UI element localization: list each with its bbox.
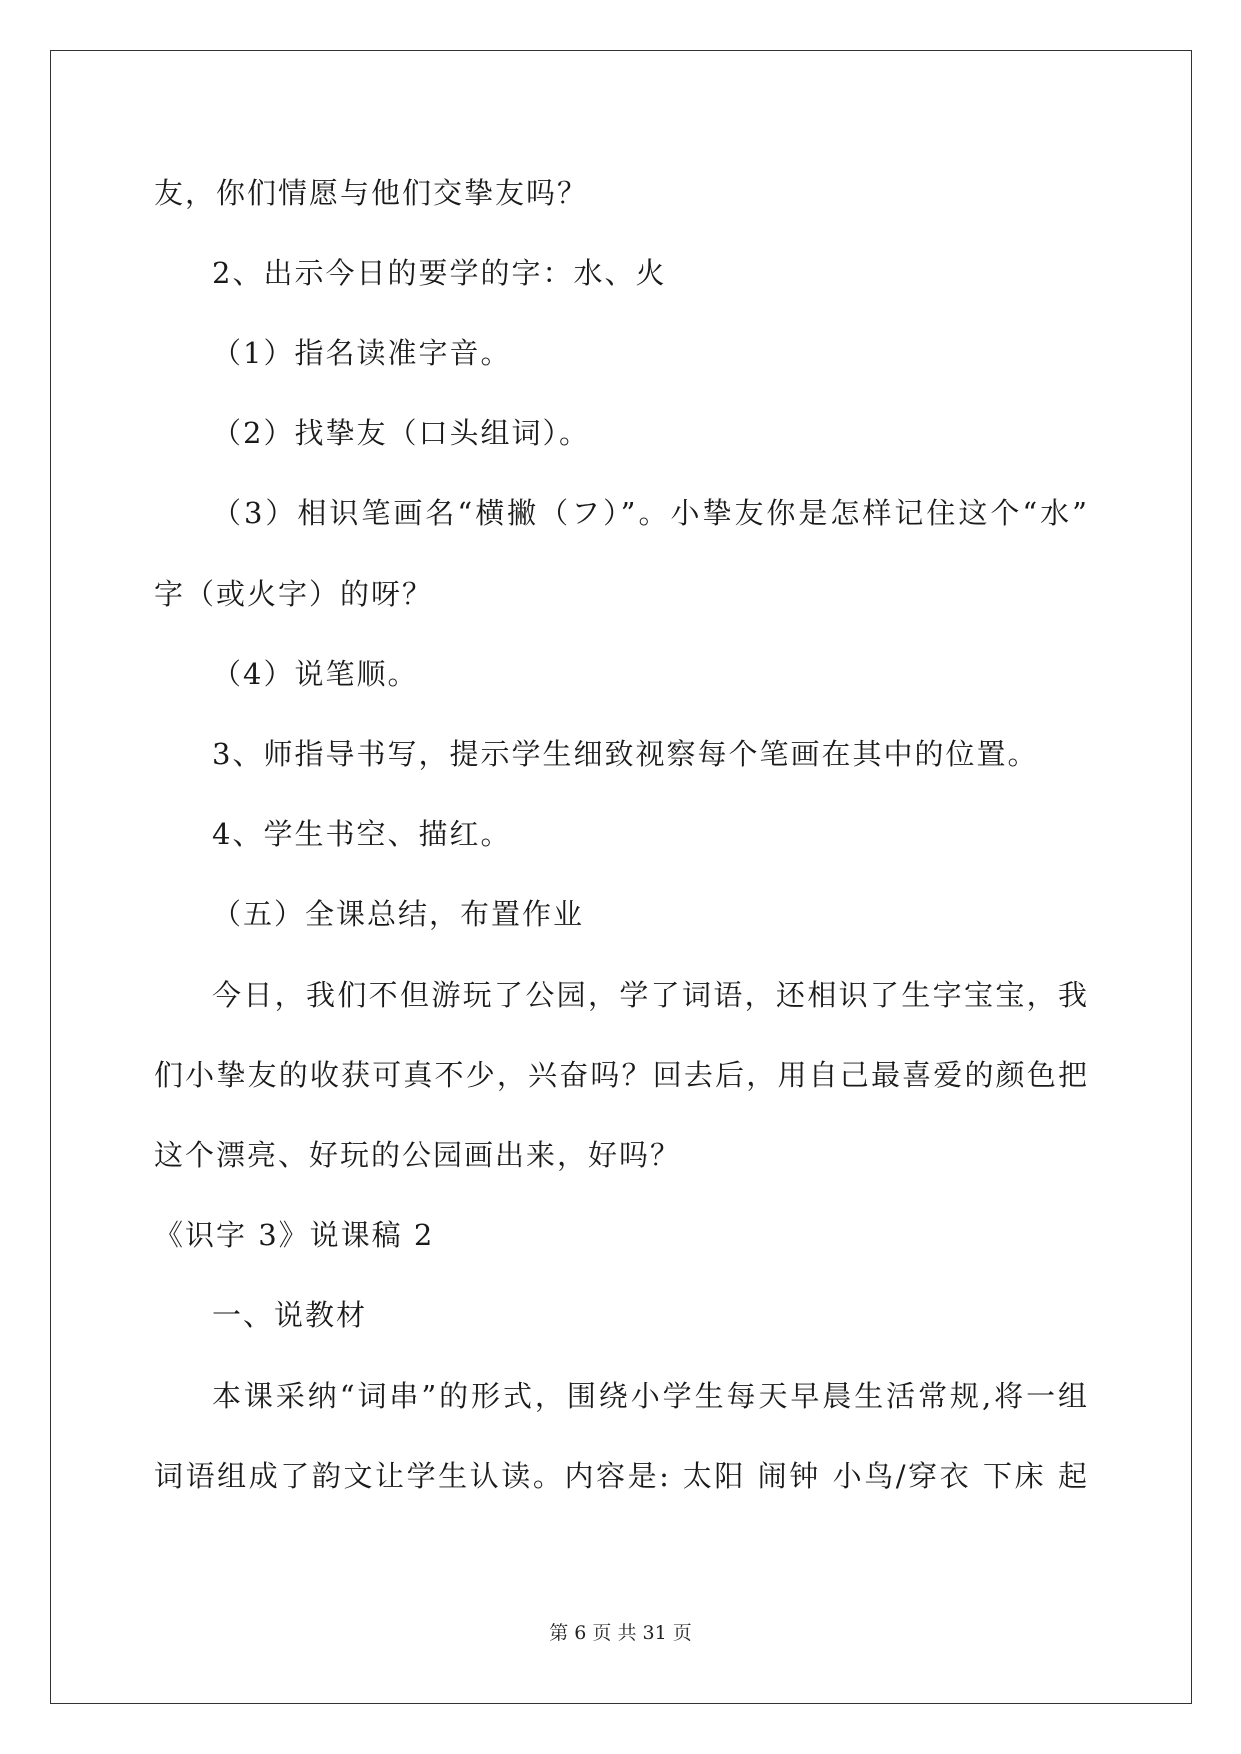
paragraph-line: 2、出示今日的要学的字：水、火 (212, 256, 667, 290)
page-footer: 第 6 页 共 31 页 (549, 1622, 692, 1644)
paragraph-line: （五）全课总结，布置作业 (212, 897, 585, 931)
section-subheading: 一、说教材 (212, 1298, 368, 1332)
paragraph-line: （1）指名读准字音。 (212, 336, 512, 370)
paragraph-line: （4）说笔顺。 (212, 657, 419, 691)
paragraph-line: （3）相识笔画名“横撇（フ）”。小挚友你是怎样记住这个“水” (212, 496, 1089, 530)
paragraph-line: 3、师指导书写，提示学生细致视察每个笔画在其中的位置。 (212, 737, 1039, 771)
paragraph-line: 们小挚友的收获可真不少，兴奋吗？回去后，用自己最喜爱的颜色把 (154, 1058, 1089, 1092)
paragraph-line: 字（或火字）的呀？ (154, 577, 434, 611)
paragraph-line: 4、学生书空、描红。 (212, 817, 512, 851)
page-border (50, 50, 1192, 1704)
paragraph-line: 今日，我们不但游玩了公园，学了词语，还相识了生字宝宝，我 (212, 978, 1089, 1012)
paragraph-line: 本课采纳“词串”的形式，围绕小学生每天早晨生活常规,将一组 (212, 1379, 1089, 1413)
paragraph-line: 这个漂亮、好玩的公园画出来，好吗？ (154, 1138, 682, 1172)
paragraph-line: 词语组成了韵文让学生认读。内容是: 太阳 闹钟 小鸟/穿衣 下床 起 (154, 1459, 1089, 1493)
paragraph-line: （2）找挚友（口头组词）。 (212, 416, 590, 450)
paragraph-line: 友，你们情愿与他们交挚友吗？ (154, 176, 589, 210)
section-heading: 《识字 3》说课稿 2 (154, 1218, 435, 1252)
